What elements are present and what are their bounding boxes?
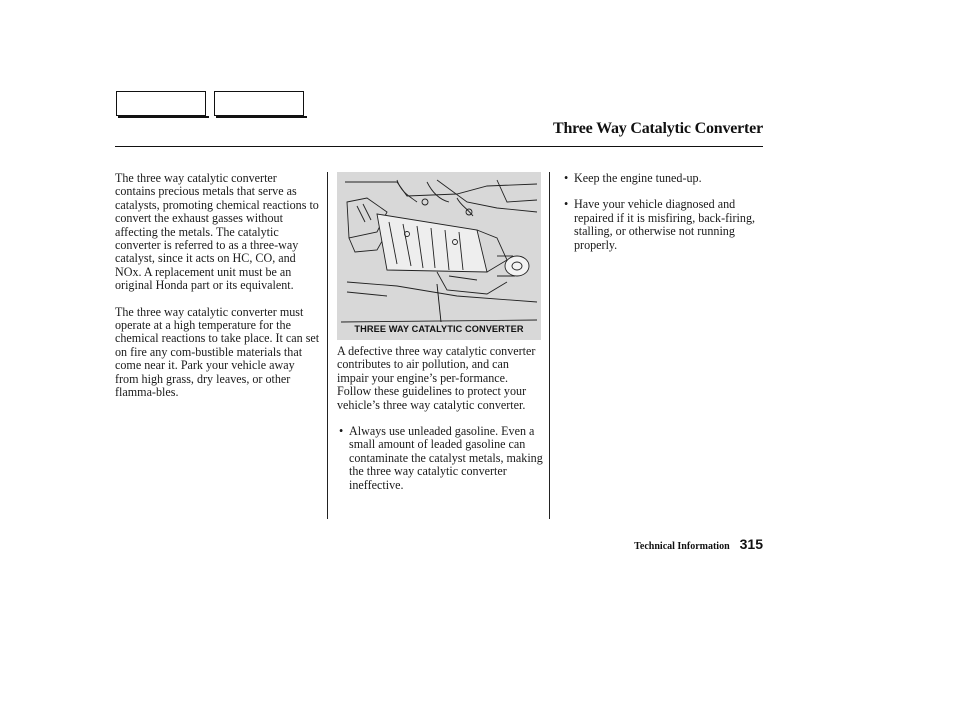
footer-section-label: Technical Information — [634, 541, 730, 552]
bullet-icon: • — [564, 197, 569, 212]
bullet-icon: • — [339, 424, 344, 439]
list-item-text: Always use unleaded gasoline. Even a small amount of leaded gasoline can contaminate the catalyst metals, making the three way catalytic converter ineffective. — [349, 424, 543, 492]
list-item-text: Have your vehicle diagnosed and repaired if it is misfiring, back-firing, stalling, or otherwise not running properly. — [574, 197, 756, 252]
column-divider — [327, 172, 328, 519]
column-middle — [337, 345, 543, 492]
column-right — [562, 172, 757, 252]
converter-drawing — [337, 172, 541, 340]
temperature-paragraph: The three way catalytic converter must operate at a high temperature for the chemical reactions to take place. It can set on fire any com-bustible materials that come near it. Park your vehicle away from high grass, dry leaves, or other flamma-bles. — [115, 304, 320, 400]
intro-paragraph: The three way catalytic converter contains precious metals that serve as catalysts, promoting chemical reactions to convert the exhaust gasses without affecting the metals. The catalytic converter is referred to as a three-way catalyst, since it acts on HC, CO, and NOx. A replacement unit must be an original Honda part or its equivalent. — [115, 171, 319, 293]
page-footer — [634, 536, 763, 552]
figure-caption: THREE WAY CATALYTIC CONVERTER — [354, 324, 524, 334]
column-left — [115, 172, 320, 400]
list-item — [337, 425, 543, 492]
column-divider — [549, 172, 550, 519]
list-item — [562, 172, 757, 185]
callout-line — [437, 284, 441, 322]
title-divider — [115, 146, 763, 147]
next-page-button[interactable] — [214, 91, 304, 116]
catalytic-converter-illustration — [337, 172, 541, 340]
list-item-text: Keep the engine tuned-up. — [574, 171, 702, 185]
defective-converter-paragraph: A defective three way catalytic converter contributes to air pollution, and can impair your engine’s per-formance. Follow these guidelines to protect your vehicle’s three way catalytic converter. — [337, 344, 536, 412]
page-number: 315 — [739, 536, 763, 552]
page-title: Three Way Catalytic Converter — [552, 120, 763, 137]
previous-page-button[interactable] — [116, 91, 206, 116]
list-item — [562, 198, 757, 252]
bullet-icon: • — [564, 171, 569, 185]
